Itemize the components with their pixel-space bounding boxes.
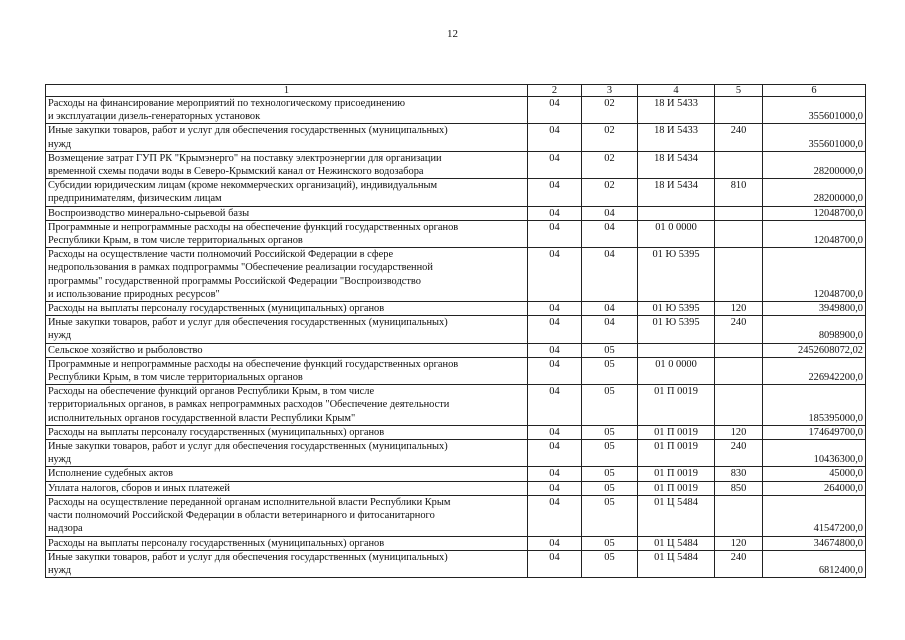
section-code: 04: [528, 302, 582, 316]
subsection-code: 05: [582, 425, 638, 439]
subsection-code: 05: [582, 481, 638, 495]
row-amount: 226942200,0: [763, 357, 866, 384]
target-article-code: 01 0 0000: [638, 220, 715, 247]
section-code: 04: [528, 206, 582, 220]
target-article-code: 01 0 0000: [638, 357, 715, 384]
section-code: 04: [528, 248, 582, 302]
row-amount: 355601000,0: [763, 124, 866, 151]
row-name: Иные закупки товаров, работ и услуг для обеспечения государственных (муниципальных) нужд: [46, 550, 528, 577]
expense-type-code: 850: [715, 481, 763, 495]
subsection-code: 02: [582, 151, 638, 178]
row-name: Программные и непрограммные расходы на обеспечение функций государственных органов Республики Крым, в том числе территориальных органов: [46, 357, 528, 384]
table-row: [46, 248, 866, 302]
section-code: 04: [528, 467, 582, 481]
target-article-code: 01 Ц 5484: [638, 550, 715, 577]
subsection-code: 04: [582, 302, 638, 316]
budget-table: [45, 84, 866, 578]
section-code: 04: [528, 385, 582, 426]
expense-type-code: [715, 248, 763, 302]
expense-type-code: 120: [715, 302, 763, 316]
row-name: Воспроизводство минерально-сырьевой базы: [46, 206, 528, 220]
row-name: Возмещение затрат ГУП РК "Крымэнерго" на поставку электроэнергии для организации временной схемы подачи воды в Северо-Крымский канал от Нежинского водозабора: [46, 151, 528, 178]
expense-type-code: 240: [715, 316, 763, 343]
table-row: [46, 481, 866, 495]
expense-type-code: [715, 206, 763, 220]
row-amount: 41547200,0: [763, 495, 866, 536]
row-amount: 10436300,0: [763, 440, 866, 467]
table-row: [46, 179, 866, 206]
expense-type-code: [715, 97, 763, 124]
row-name: Иные закупки товаров, работ и услуг для обеспечения государственных (муниципальных) нужд: [46, 440, 528, 467]
subsection-code: 05: [582, 467, 638, 481]
table-row: [46, 97, 866, 124]
target-article-code: 18 И 5433: [638, 97, 715, 124]
table-row: [46, 550, 866, 577]
row-amount: 8098900,0: [763, 316, 866, 343]
target-article-code: 18 И 5434: [638, 151, 715, 178]
subsection-code: 02: [582, 124, 638, 151]
row-name: Программные и непрограммные расходы на обеспечение функций государственных органов Республики Крым, в том числе территориальных органов: [46, 220, 528, 247]
row-amount: 174649700,0: [763, 425, 866, 439]
section-code: 04: [528, 97, 582, 124]
subsection-code: 05: [582, 550, 638, 577]
row-amount: 12048700,0: [763, 206, 866, 220]
row-name: Субсидии юридическим лицам (кроме некоммерческих организаций), индивидуальным предпринимателям, физическим лицам: [46, 179, 528, 206]
column-header: 6: [763, 85, 866, 97]
row-name: Расходы на выплаты персоналу государственных (муниципальных) органов: [46, 425, 528, 439]
target-article-code: 01 П 0019: [638, 440, 715, 467]
subsection-code: 04: [582, 316, 638, 343]
section-code: 04: [528, 550, 582, 577]
target-article-code: 01 Ц 5484: [638, 536, 715, 550]
table-row: [46, 536, 866, 550]
section-code: 04: [528, 536, 582, 550]
expense-type-code: 810: [715, 179, 763, 206]
section-code: 04: [528, 124, 582, 151]
table-header-row: [46, 85, 866, 97]
subsection-code: 04: [582, 248, 638, 302]
section-code: 04: [528, 425, 582, 439]
row-name: Иные закупки товаров, работ и услуг для обеспечения государственных (муниципальных) нужд: [46, 124, 528, 151]
row-amount: 34674800,0: [763, 536, 866, 550]
subsection-code: 05: [582, 343, 638, 357]
row-amount: 355601000,0: [763, 97, 866, 124]
column-header: 4: [638, 85, 715, 97]
row-name: Иные закупки товаров, работ и услуг для обеспечения государственных (муниципальных) нужд: [46, 316, 528, 343]
column-header: 1: [46, 85, 528, 97]
section-code: 04: [528, 440, 582, 467]
expense-type-code: [715, 343, 763, 357]
row-name: Расходы на выплаты персоналу государственных (муниципальных) органов: [46, 536, 528, 550]
subsection-code: 05: [582, 536, 638, 550]
table-row: [46, 385, 866, 426]
expense-type-code: 240: [715, 124, 763, 151]
section-code: 04: [528, 495, 582, 536]
row-amount: 6812400,0: [763, 550, 866, 577]
section-code: 04: [528, 343, 582, 357]
expense-type-code: [715, 220, 763, 247]
subsection-code: 05: [582, 357, 638, 384]
expense-type-code: 240: [715, 550, 763, 577]
row-amount: 3949800,0: [763, 302, 866, 316]
target-article-code: 01 Ю 5395: [638, 248, 715, 302]
target-article-code: 01 П 0019: [638, 425, 715, 439]
target-article-code: 01 Ю 5395: [638, 302, 715, 316]
table-row: [46, 343, 866, 357]
row-name: Расходы на финансирование мероприятий по технологическому присоединению и эксплуатации дизель-генераторных установок: [46, 97, 528, 124]
target-article-code: 01 П 0019: [638, 467, 715, 481]
row-name: Расходы на осуществление переданной органам исполнительной власти Республики Крым части полномочий Российской Федерации в области ветеринарного и фитосанитарного надзора: [46, 495, 528, 536]
expense-type-code: 120: [715, 425, 763, 439]
expense-type-code: [715, 357, 763, 384]
target-article-code: 01 П 0019: [638, 481, 715, 495]
section-code: 04: [528, 357, 582, 384]
section-code: 04: [528, 220, 582, 247]
row-name: Расходы на обеспечение функций органов Республики Крым, в том числе территориальных органов, в рамках непрограммных расходов "Обеспечение деятельности исполнительных органов государственной власти Республики Крым": [46, 385, 528, 426]
column-header: 2: [528, 85, 582, 97]
table-row: [46, 316, 866, 343]
row-name: Расходы на выплаты персоналу государственных (муниципальных) органов: [46, 302, 528, 316]
subsection-code: 04: [582, 206, 638, 220]
expense-type-code: 240: [715, 440, 763, 467]
subsection-code: 02: [582, 179, 638, 206]
row-amount: 28200000,0: [763, 151, 866, 178]
expense-type-code: [715, 385, 763, 426]
row-amount: 28200000,0: [763, 179, 866, 206]
column-header: 5: [715, 85, 763, 97]
subsection-code: 05: [582, 495, 638, 536]
target-article-code: 18 И 5433: [638, 124, 715, 151]
section-code: 04: [528, 481, 582, 495]
table-row: [46, 220, 866, 247]
table-row: [46, 302, 866, 316]
section-code: 04: [528, 179, 582, 206]
section-code: 04: [528, 151, 582, 178]
expense-type-code: [715, 495, 763, 536]
table-row: [46, 206, 866, 220]
target-article-code: 01 Ц 5484: [638, 495, 715, 536]
row-name: Исполнение судебных актов: [46, 467, 528, 481]
subsection-code: 04: [582, 220, 638, 247]
row-amount: 264000,0: [763, 481, 866, 495]
row-amount: 12048700,0: [763, 220, 866, 247]
table-row: [46, 124, 866, 151]
table-row: [46, 425, 866, 439]
page-number: 12: [447, 28, 458, 40]
subsection-code: 05: [582, 385, 638, 426]
expense-type-code: 830: [715, 467, 763, 481]
table-row: [46, 151, 866, 178]
row-name: Сельское хозяйство и рыболовство: [46, 343, 528, 357]
row-name: Расходы на осуществление части полномочий Российской Федерации в сфере недропользования в рамках подпрограммы "Обеспечение реализации государственной программы" государственной программы Российской Федерации "Воспроизводство и использование природных ресурсов": [46, 248, 528, 302]
table-row: [46, 440, 866, 467]
row-amount: 185395000,0: [763, 385, 866, 426]
table-row: [46, 357, 866, 384]
subsection-code: 05: [582, 440, 638, 467]
target-article-code: 18 И 5434: [638, 179, 715, 206]
target-article-code: [638, 206, 715, 220]
target-article-code: 01 П 0019: [638, 385, 715, 426]
section-code: 04: [528, 316, 582, 343]
expense-type-code: [715, 151, 763, 178]
table-row: [46, 467, 866, 481]
row-amount: 2452608072,02: [763, 343, 866, 357]
table-row: [46, 495, 866, 536]
row-name: Уплата налогов, сборов и иных платежей: [46, 481, 528, 495]
target-article-code: [638, 343, 715, 357]
target-article-code: 01 Ю 5395: [638, 316, 715, 343]
row-amount: 12048700,0: [763, 248, 866, 302]
expense-type-code: 120: [715, 536, 763, 550]
column-header: 3: [582, 85, 638, 97]
row-amount: 45000,0: [763, 467, 866, 481]
subsection-code: 02: [582, 97, 638, 124]
